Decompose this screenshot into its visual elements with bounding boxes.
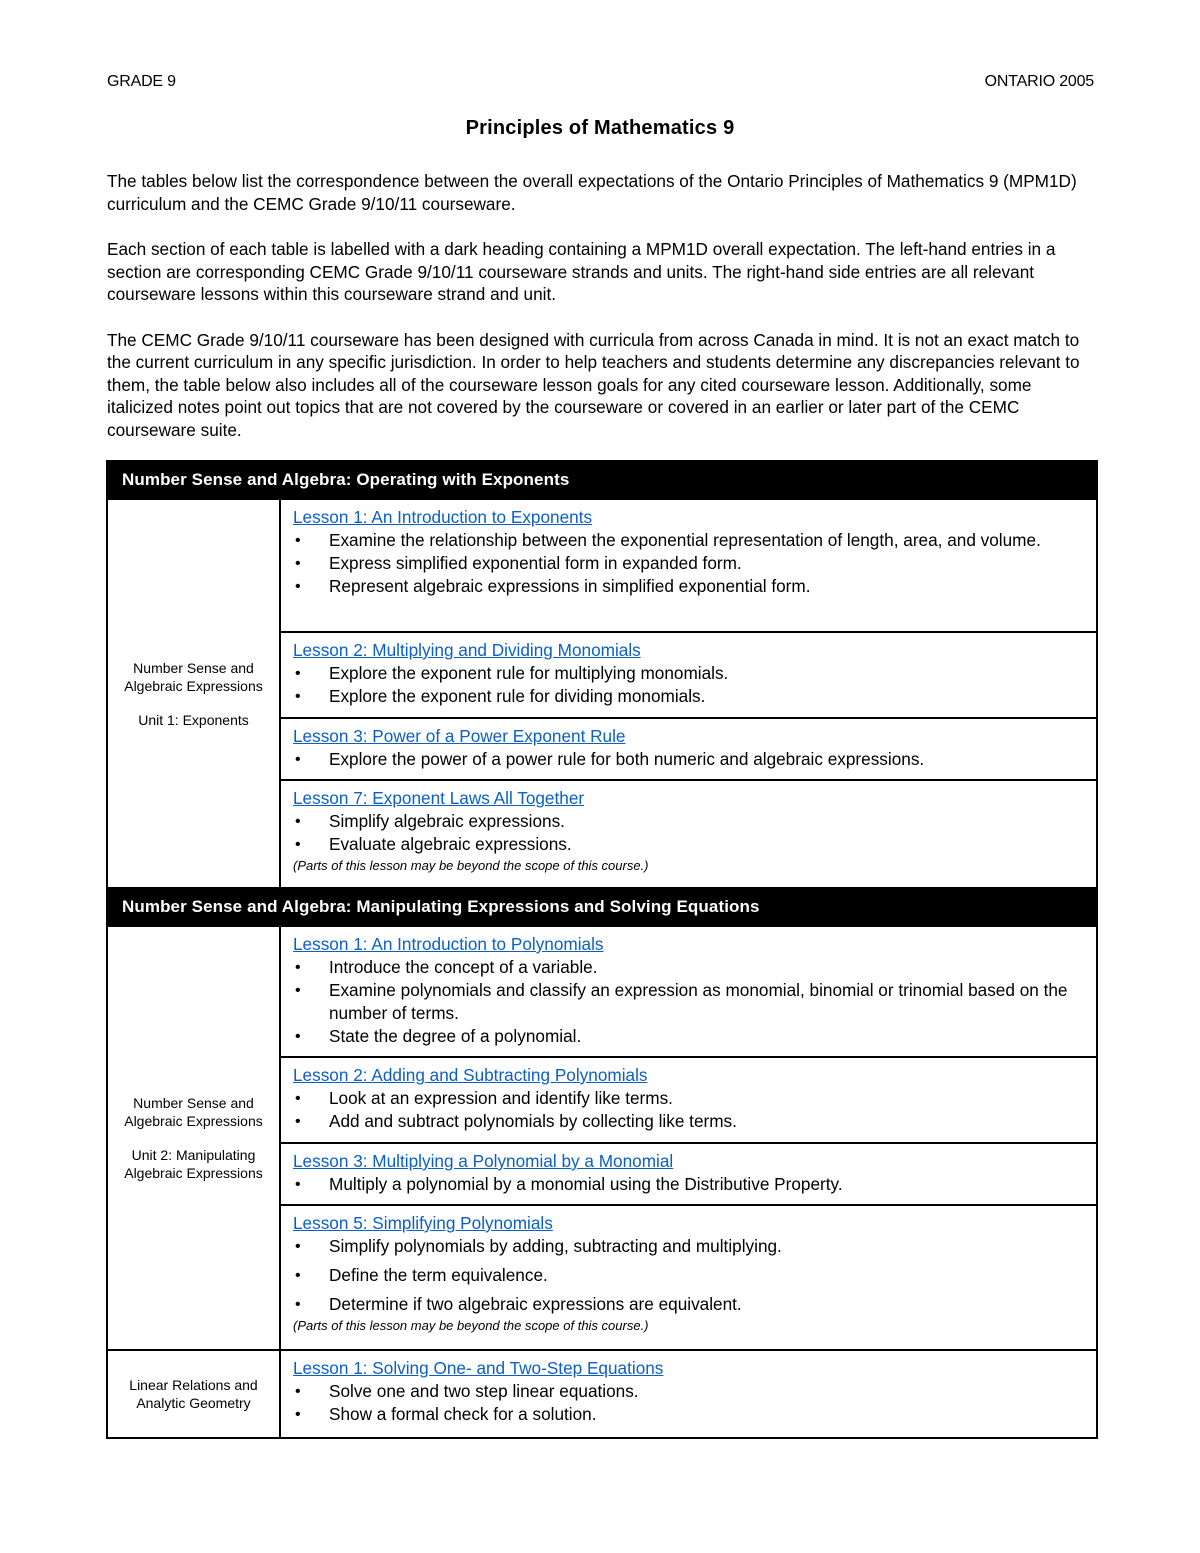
section-heading-row [107,888,1097,926]
scope-note: (Parts of this lesson may be beyond the scope of this course.) [293,1318,649,1333]
goal-item: • Examine polynomials and classify an expression as monomial, binomial or trinomial based on the number of terms. [293,979,1086,1025]
lesson-cell [280,1057,1097,1143]
goal-item: • Evaluate algebraic expressions. [293,833,1086,856]
lesson-row [107,1350,1097,1438]
strand-cell [107,499,280,888]
intro-paragraph: Each section of each table is labelled with a dark heading containing a MPM1D overall expectation. The left-hand entries in a section are corresponding CEMC Grade 9/10/11 courseware strands and units. The right-hand side entries are all relevant courseware lessons within this courseware strand and unit. [107,239,1056,304]
goal-item: • Determine if two algebraic expressions are equivalent. [293,1293,1086,1316]
goal-item: • Explore the exponent rule for dividing monomials. [293,685,1086,708]
goal-item: • Add and subtract polynomials by collecting like terms. [293,1110,1086,1133]
lesson-cell [280,780,1097,888]
lesson-link[interactable]: Lesson 7: Exponent Laws All Together [293,788,585,808]
lesson-goals [293,529,1086,598]
lesson-cell [280,1350,1097,1438]
goal-item: • Represent algebraic expressions in simplified exponential form. [293,575,1086,598]
lesson-goals [293,1173,1086,1196]
goal-item: • Look at an expression and identify like terms. [293,1087,1086,1110]
unit-name: Unit 1: Exponents [138,711,249,728]
lesson-cell [280,718,1097,780]
section-heading: Number Sense and Algebra: Manipulating Expressions and Solving Equations [107,888,1097,926]
section-heading-row [107,461,1097,499]
lesson-link[interactable]: Lesson 5: Simplifying Polynomials [293,1213,553,1233]
lesson-link[interactable]: Lesson 3: Multiplying a Polynomial by a Monomial [293,1151,674,1171]
lesson-cell [280,1143,1097,1205]
lesson-cell [280,499,1097,632]
goal-item: • Multiply a polynomial by a monomial using the Distributive Property. [293,1173,1086,1196]
intro-paragraph: The CEMC Grade 9/10/11 courseware has been designed with curricula from across Canada in mind. It is not an exact match to the current curriculum in any specific jurisdiction. In order to help teachers and students determine any discrepancies relevant to them, the table below also includes all of the courseware lesson goals for any cited courseware lesson. Additionally, some italicized notes point out topics that are not covered by the courseware or covered in an earlier or later part of the CEMC courseware suite. [107,329,1080,440]
lesson-link[interactable]: Lesson 1: An Introduction to Exponents [293,507,593,527]
goal-item: • Solve one and two step linear equations. [293,1380,1086,1403]
goal-item: • Show a formal check for a solution. [293,1403,1086,1426]
running-header-right: ONTARIO 2005 [984,73,1094,90]
lesson-goals [293,956,1086,1048]
lesson-goals [293,810,1086,856]
goal-item: • Explore the exponent rule for multiplying monomials. [293,662,1086,685]
lesson-link[interactable]: Lesson 1: Solving One- and Two-Step Equations [293,1358,664,1378]
lesson-goals [293,1380,1086,1426]
unit-name: Unit 2: Manipulating Algebraic Expressions [124,1147,263,1181]
intro-paragraph: The tables below list the correspondence between the overall expectations of the Ontario Principles of Mathematics 9 (MPM1D) curriculum and the CEMC Grade 9/10/11 courseware. [107,171,1077,214]
lesson-link[interactable]: Lesson 2: Adding and Subtracting Polynomials [293,1065,648,1085]
goal-item: • Define the term equivalence. [293,1264,1086,1287]
goal-item: • Explore the power of a power rule for both numeric and algebraic expressions. [293,748,1086,771]
lesson-goals [293,1235,1086,1316]
document-title: Principles of Mathematics 9 [465,117,735,139]
lesson-link[interactable]: Lesson 2: Multiplying and Dividing Monomials [293,640,641,660]
goal-item: • Examine the relationship between the exponential representation of length, area, and volume. [293,529,1086,552]
strand-cell [107,1350,280,1438]
intro-text [107,170,1097,464]
lesson-cell [280,632,1097,718]
goal-item: • Simplify algebraic expressions. [293,810,1086,833]
lesson-row [107,926,1097,1057]
lesson-goals [293,1087,1086,1133]
goal-item: • Simplify polynomials by adding, subtracting and multiplying. [293,1235,1086,1258]
section-heading: Number Sense and Algebra: Operating with Exponents [107,461,1097,499]
strand-cell [107,926,280,1350]
strand-name: Linear Relations and Analytic Geometry [129,1377,258,1411]
running-header-left: GRADE 9 [107,73,176,90]
strand-name: Number Sense and Algebraic Expressions [124,1095,263,1129]
lesson-link[interactable]: Lesson 3: Power of a Power Exponent Rule [293,726,626,746]
goal-item: • Introduce the concept of a variable. [293,956,1086,979]
scope-note: (Parts of this lesson may be beyond the scope of this course.) [293,858,649,873]
lesson-goals [293,748,1086,771]
curriculum-mapping-table [106,460,1098,1439]
goal-item: • Express simplified exponential form in expanded form. [293,552,1086,575]
lesson-cell [280,1205,1097,1350]
lesson-link[interactable]: Lesson 1: An Introduction to Polynomials [293,934,604,954]
lesson-goals [293,662,1086,708]
lesson-row [107,499,1097,632]
lesson-cell [280,926,1097,1057]
strand-name: Number Sense and Algebraic Expressions [124,659,263,694]
goal-item: • State the degree of a polynomial. [293,1025,1086,1048]
